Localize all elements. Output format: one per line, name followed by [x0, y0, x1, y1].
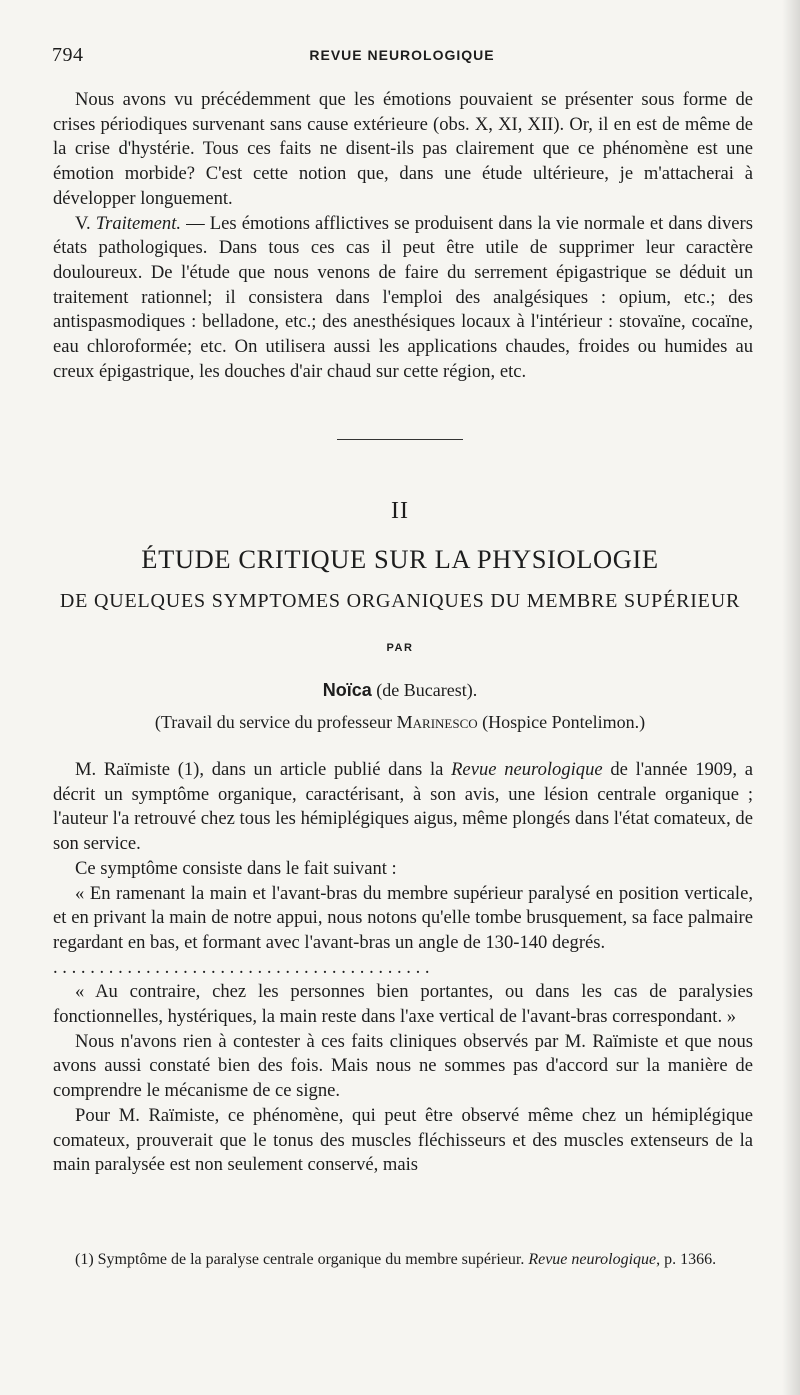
footnote-pre: (1) Symptôme de la paralyse centrale organique du membre supérieur.: [75, 1251, 529, 1268]
paragraph-intro-post: de l'année 1909, a décrit un symptôme organique, caractérisant, à son avis, une lésion centrale organique ; l'auteur l'a retrouvé chez tous les hémiplégiques aigus, même plongés dans l'état comateux, de son service.: [53, 759, 753, 855]
paragraph-raimiste: Pour M. Raïmiste, ce phénomène, qui peut être observé même chez un hémiplégique comateux, prouverait que le tonus des muscles fléchisseurs et des muscles extenseurs de la main paralysée est non seulement conservé, mais: [53, 1104, 753, 1176]
page-number: 794: [52, 44, 84, 66]
paragraph-intro: [53, 758, 753, 857]
journal-name: Revue neurologique: [451, 759, 603, 780]
section-divider: [337, 439, 463, 440]
ellipsis-dots: . . . . . . . . . . . . . . . . . . . . . . . . . . . . . . . . . . . . . . . . .: [53, 956, 430, 978]
article-body: [53, 758, 753, 1178]
page-edge-shadow: [782, 0, 800, 1395]
article-number: II: [391, 498, 409, 524]
affiliation-pre: (Travail du service du professeur: [154, 712, 397, 732]
footnote-journal: Revue neurologique: [528, 1251, 657, 1268]
affiliation-post: (Hospice Pontelimon.): [477, 712, 646, 732]
professor-name: Marinesco: [396, 712, 478, 732]
quote-paragraph-1: « En ramenant la main et l'avant-bras du membre supérieur paralysé en position verticale, et en privant la main de notre appui, nous notons qu'elle tombe brusquement, sa face palmaire regardant en bas, et formant avec l'avant-bras un angle de 130-140 degrés.: [53, 882, 753, 953]
paragraph-contest: Nous n'avons rien à contester à ces faits cliniques observés par M. Raïmiste et que nous avons aussi constaté bien des fois. Mais nous ne sommes pas d'accord sur la manière de comprendre le mécanisme de ce signe.: [53, 1030, 753, 1102]
author-name: Noïca: [322, 680, 372, 700]
article-title-line1: ÉTUDE CRITIQUE SUR LA PHYSIOLOGIE: [141, 544, 659, 574]
author-line: [0, 680, 800, 701]
page-header: [52, 44, 752, 70]
paragraph-crises: Nous avons vu précédemment que les émotions pouvaient se présenter sous forme de crises périodiques survenant sans cause extérieure (obs. X, XI, XII). Or, il en est de même de la crise d'hystérie. Tous ces faits ne disent-ils pas clairement que ce phénomène est une émotion morbide? C'est cette notion que, dans une étude ultérieure, je m'attacherai à développer longuement.: [53, 89, 753, 209]
footnote-text: [53, 1249, 753, 1271]
footnote-post: , p. 1366.: [656, 1251, 717, 1268]
section-number: V.: [75, 212, 96, 234]
paragraph-symptom: Ce symptôme consiste dans le fait suivant :: [75, 857, 397, 879]
paragraph-intro-pre: M. Raïmiste (1), dans un article publié dans la: [75, 759, 452, 780]
affiliation-line: [0, 712, 800, 733]
article-title-line2: DE QUELQUES SYMPTOMES ORGANIQUES DU MEMBRE SUPÉRIEUR: [59, 590, 741, 612]
section-heading-traitement: Traitement.: [95, 212, 182, 234]
running-title: REVUE NEUROLOGIQUE: [309, 47, 495, 63]
paragraph-traitement: [53, 212, 753, 385]
footnote: [53, 1249, 753, 1271]
author-origin: (de Bucarest).: [371, 680, 478, 700]
byline-par: PAR: [386, 642, 414, 654]
paragraph-traitement-text: — Les émotions afflictives se produisent dans la vie normale et dans divers états pathologiques. Dans tous ces cas il peut être utile de supprimer leur caractère douloureux. De l'étude que nous venons de faire du serrement épigastrique se déduit un traitement rationnel; il consistera dans l'emploi des analgésiques : opium, etc.; des antispasmodiques : belladone, etc.; des anesthésiques locaux à l'intérieur : stovaïne, cocaïne, eau chloroformée; etc. On utilisera aussi les applications chaudes, froides ou humides au creux épigastrique, les douches d'air chaud sur cette région, etc.: [53, 212, 753, 382]
section-emotions-conclusion: [53, 88, 753, 384]
quote-paragraph-2: « Au contraire, chez les personnes bien portantes, ou dans les cas de paralysies fonctionnelles, hystériques, la main reste dans l'axe vertical de l'avant-bras correspondant. »: [53, 981, 753, 1028]
